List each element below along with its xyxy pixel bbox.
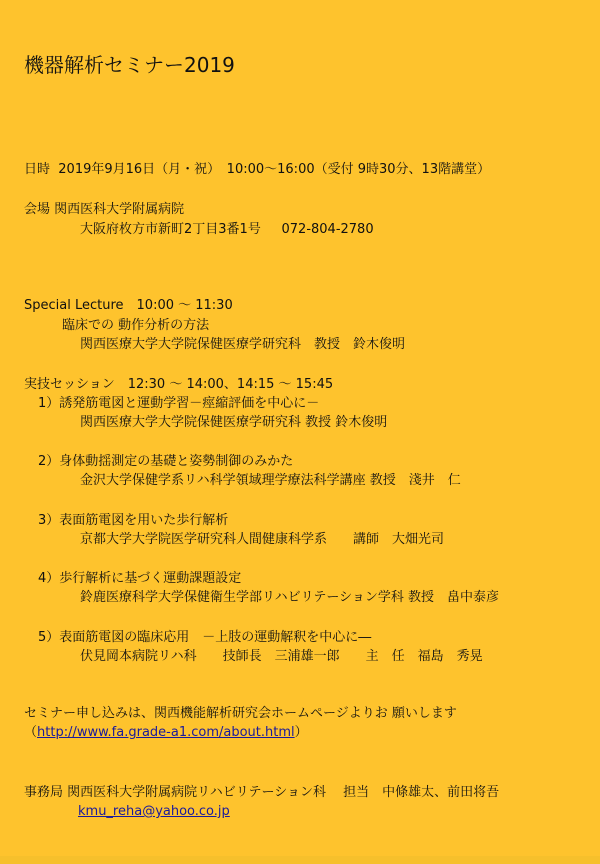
office-email-line — [78, 804, 230, 820]
session-heading: 実技セッション 12:30 〜 14:00、14:15 〜 15:45 — [24, 377, 334, 392]
office-text: 事務局 関西医科大学附属病院リハビリテーション科 担当 中條雄太、前田将吾 — [24, 785, 500, 800]
venue-line — [24, 202, 184, 218]
session-item-5-speaker: 伏見岡本病院リハ科 技師長 三浦雄一郎 主 任 福島 秀晃 — [80, 649, 483, 664]
session-item-3-topic: 3）表面筋電図を用いた歩行解析 — [38, 513, 229, 528]
url-open-paren: （ — [24, 725, 38, 740]
venue-label: 会場 — [24, 202, 51, 217]
venue-address: 大阪府枚方市新町2丁目3番1号 — [80, 222, 261, 237]
session-item-2-topic: 2）身体動揺測定の基礎と姿勢制御のみかた — [38, 454, 294, 469]
venue-phone: 072-804-2780 — [281, 222, 374, 237]
special-lecture-heading: Special Lecture 10:00 〜 11:30 — [24, 298, 233, 313]
date-value: 2019年9月16日（月・祝） 10:00〜16:00（受付 9時30分、13階講堂） — [58, 162, 491, 177]
session-item-4-topic: 4）歩行解析に基づく運動課題設定 — [38, 571, 242, 586]
special-lecture-topic: 臨床での 動作分析の方法 — [62, 318, 210, 333]
bottom-band — [0, 856, 600, 864]
session-item-2-speaker: 金沢大学保健学系リハ科学領域理学療法科学講座 教授 淺井 仁 — [80, 473, 461, 488]
session-item-4-speaker: 鈴鹿医療科学大学保健衛生学部リハビリテーション学科 教授 畠中泰彦 — [80, 590, 499, 605]
venue-address-line — [80, 222, 374, 238]
office-email-link[interactable]: kmu_reha@yahoo.co.jp — [78, 804, 230, 819]
session-item-3-speaker: 京都大学大学院医学研究科人間健康科学系 講師 大畑光司 — [80, 532, 445, 547]
page-title: 機器解析セミナー2019 — [24, 53, 235, 77]
date-line — [24, 162, 490, 178]
date-label: 日時 — [24, 162, 51, 177]
session-item-1-topic: 1）誘発筋電図と運動学習－痙縮評価を中心に－ — [38, 396, 320, 411]
venue-name: 関西医科大学附属病院 — [54, 202, 185, 217]
special-lecture-speaker: 関西医療大学大学院保健医療学研究科 教授 鈴木俊明 — [80, 337, 406, 352]
application-url-line — [24, 725, 308, 741]
session-item-1-speaker: 関西医療大学大学院保健医療学研究科 教授 鈴木俊明 — [80, 415, 388, 430]
application-text: セミナー申し込みは、関西機能解析研究会ホームページよりお 願いします — [24, 706, 457, 721]
url-close-paren: ） — [294, 725, 308, 740]
application-url-link[interactable]: http://www.fa.grade-a1.com/about.html — [37, 725, 295, 740]
session-item-5-topic: 5）表面筋電図の臨床応用 －上肢の運動解釈を中心に― — [38, 630, 372, 645]
